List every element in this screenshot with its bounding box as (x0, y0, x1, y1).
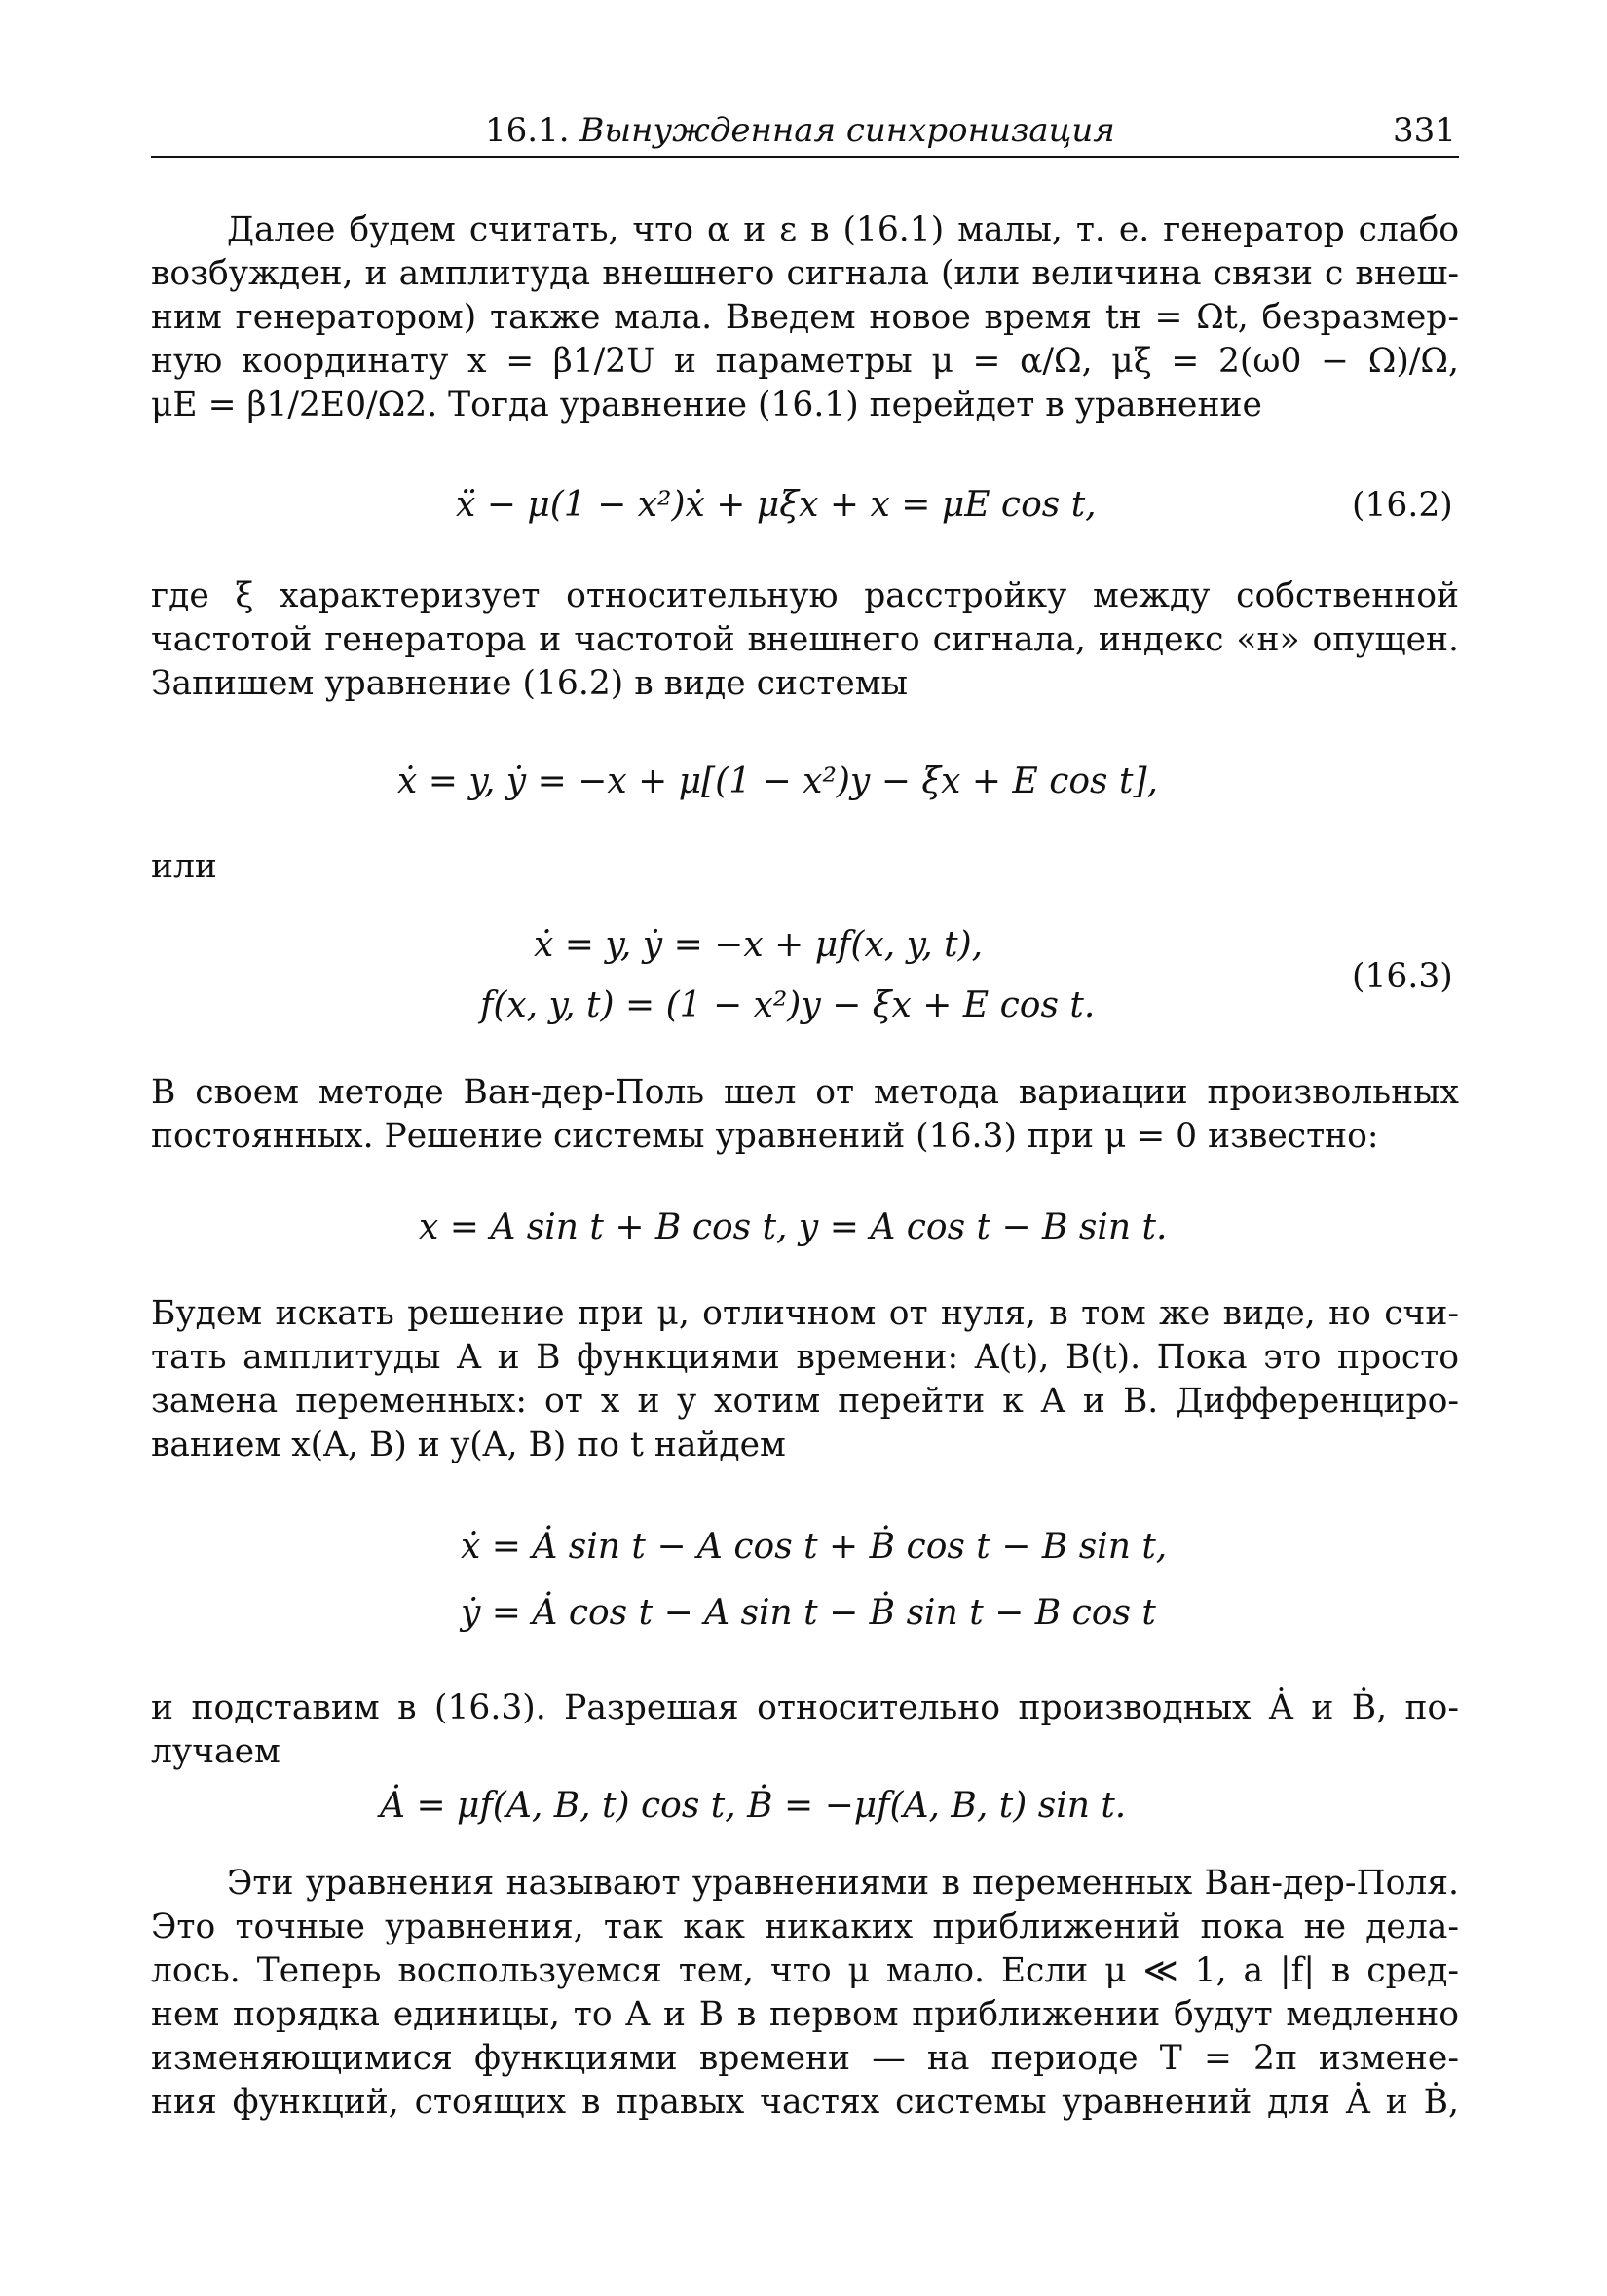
paragraph-3 (151, 1071, 1459, 1159)
text-line: лучаем (151, 1732, 280, 1771)
text-line: возбужден, и амплитуда внешнего сигнала (или величина связи с внеш- (151, 254, 1459, 293)
text-line: или (151, 847, 217, 886)
text-line: ную координату x = β1/2U и параметры μ = α/Ω, μξ = 2(ω0 − Ω)/Ω, (151, 342, 1459, 381)
text-line: тать амплитуды A и B функциями времени: A(t), B(t). Пока это просто (151, 1338, 1459, 1377)
section-number: 16.1. (485, 111, 570, 150)
paragraph-5 (151, 1686, 1459, 1774)
equation-derivative-y: ẏ = Ȧ cos t − A sin t − Ḃ sin t − B cos t (461, 1593, 1156, 1633)
text-line: ния функций, стоящих в правых частях системы уравнений для Ȧ и Ḃ, (151, 2083, 1459, 2122)
text-line: частотой генератора и частотой внешнего сигнала, индекс «н» опущен. (151, 620, 1459, 659)
paragraph-6 (151, 1862, 1459, 2125)
word-or (151, 845, 1459, 889)
text-line: В своем методе Ван-дер-Поль шел от метода вариации произвольных (151, 1073, 1459, 1112)
text-line: постоянных. Решение системы уравнений (16.3) при μ = 0 известно: (151, 1117, 1379, 1156)
text-line: замена переменных: от x и y хотим перейти к A и B. Дифференциро- (151, 1382, 1459, 1421)
paragraph-4 (151, 1292, 1459, 1467)
equation-van-der-pol-variables: Ȧ = μf(A, B, t) cos t, Ḃ = −μf(A, B, t) sin t. (380, 1786, 1127, 1826)
page-number: 331 (1393, 111, 1456, 150)
running-header (485, 109, 1115, 152)
text-line: Запишем уравнение (16.2) в виде системы (151, 664, 909, 703)
equation-number: (16.2) (1352, 486, 1453, 525)
text-line: Далее будем считать, что α и ε в (16.1) малы, т. е. генератор слабо (227, 210, 1459, 249)
text-line: μE = β1/2E0/Ω2. Тогда уравнение (16.1) перейдет в уравнение (151, 386, 1262, 425)
text-line: и подставим в (16.3). Разрешая относительно производных Ȧ и Ḃ, по- (151, 1688, 1459, 1727)
text-line: лось. Теперь воспользуемся тем, что μ мало. Если μ ≪ 1, а |f| в сред- (151, 1951, 1459, 1990)
header-rule (151, 156, 1459, 158)
equation-16-3-line1: ẋ = y, ẏ = −x + μf(x, y, t), (534, 925, 984, 965)
equation-solution: x = A sin t + B cos t, y = A cos t − B sin t. (419, 1207, 1168, 1247)
text-line: Будем искать решение при μ, отличном от нуля, в том же виде, но счи- (151, 1294, 1459, 1333)
paragraph-2 (151, 574, 1459, 706)
text-line: Это точные уравнения, так как никаких приближений пока не дела- (151, 1907, 1459, 1946)
equation-number: (16.3) (1352, 957, 1453, 996)
text-line: ним генератором) также мала. Введем новое время tн = Ωt, безразмер- (151, 298, 1459, 337)
text-line: ванием x(A, B) и y(A, B) по t найдем (151, 1426, 786, 1464)
text-line: Эти уравнения называют уравнениями в переменных Ван-дер-Поля. (227, 1864, 1459, 1903)
equation-derivative-x: ẋ = Ȧ sin t − A cos t + Ḃ cos t − B sin t, (461, 1527, 1168, 1567)
equation-16-3-line2: f(x, y, t) = (1 − x²)y − ξx + E cos t. (480, 985, 1096, 1025)
equation-system: ẋ = y, ẏ = −x + μ[(1 − x²)y − ξx + E cos t], (397, 761, 1158, 801)
equation-16-2: ẍ − μ(1 − x²)ẋ + μξx + x = μE cos t, (456, 485, 1097, 525)
section-title: Вынужденная синхронизация (579, 111, 1115, 150)
paragraph-1 (151, 208, 1459, 427)
text-line: нем порядка единицы, то A и B в первом приближении будут медленно (151, 1995, 1459, 2034)
text-line: где ξ характеризует относительную расстройку между собственной (151, 576, 1459, 615)
text-line: изменяющимися функциями времени — на периоде T = 2π измене- (151, 2039, 1459, 2078)
